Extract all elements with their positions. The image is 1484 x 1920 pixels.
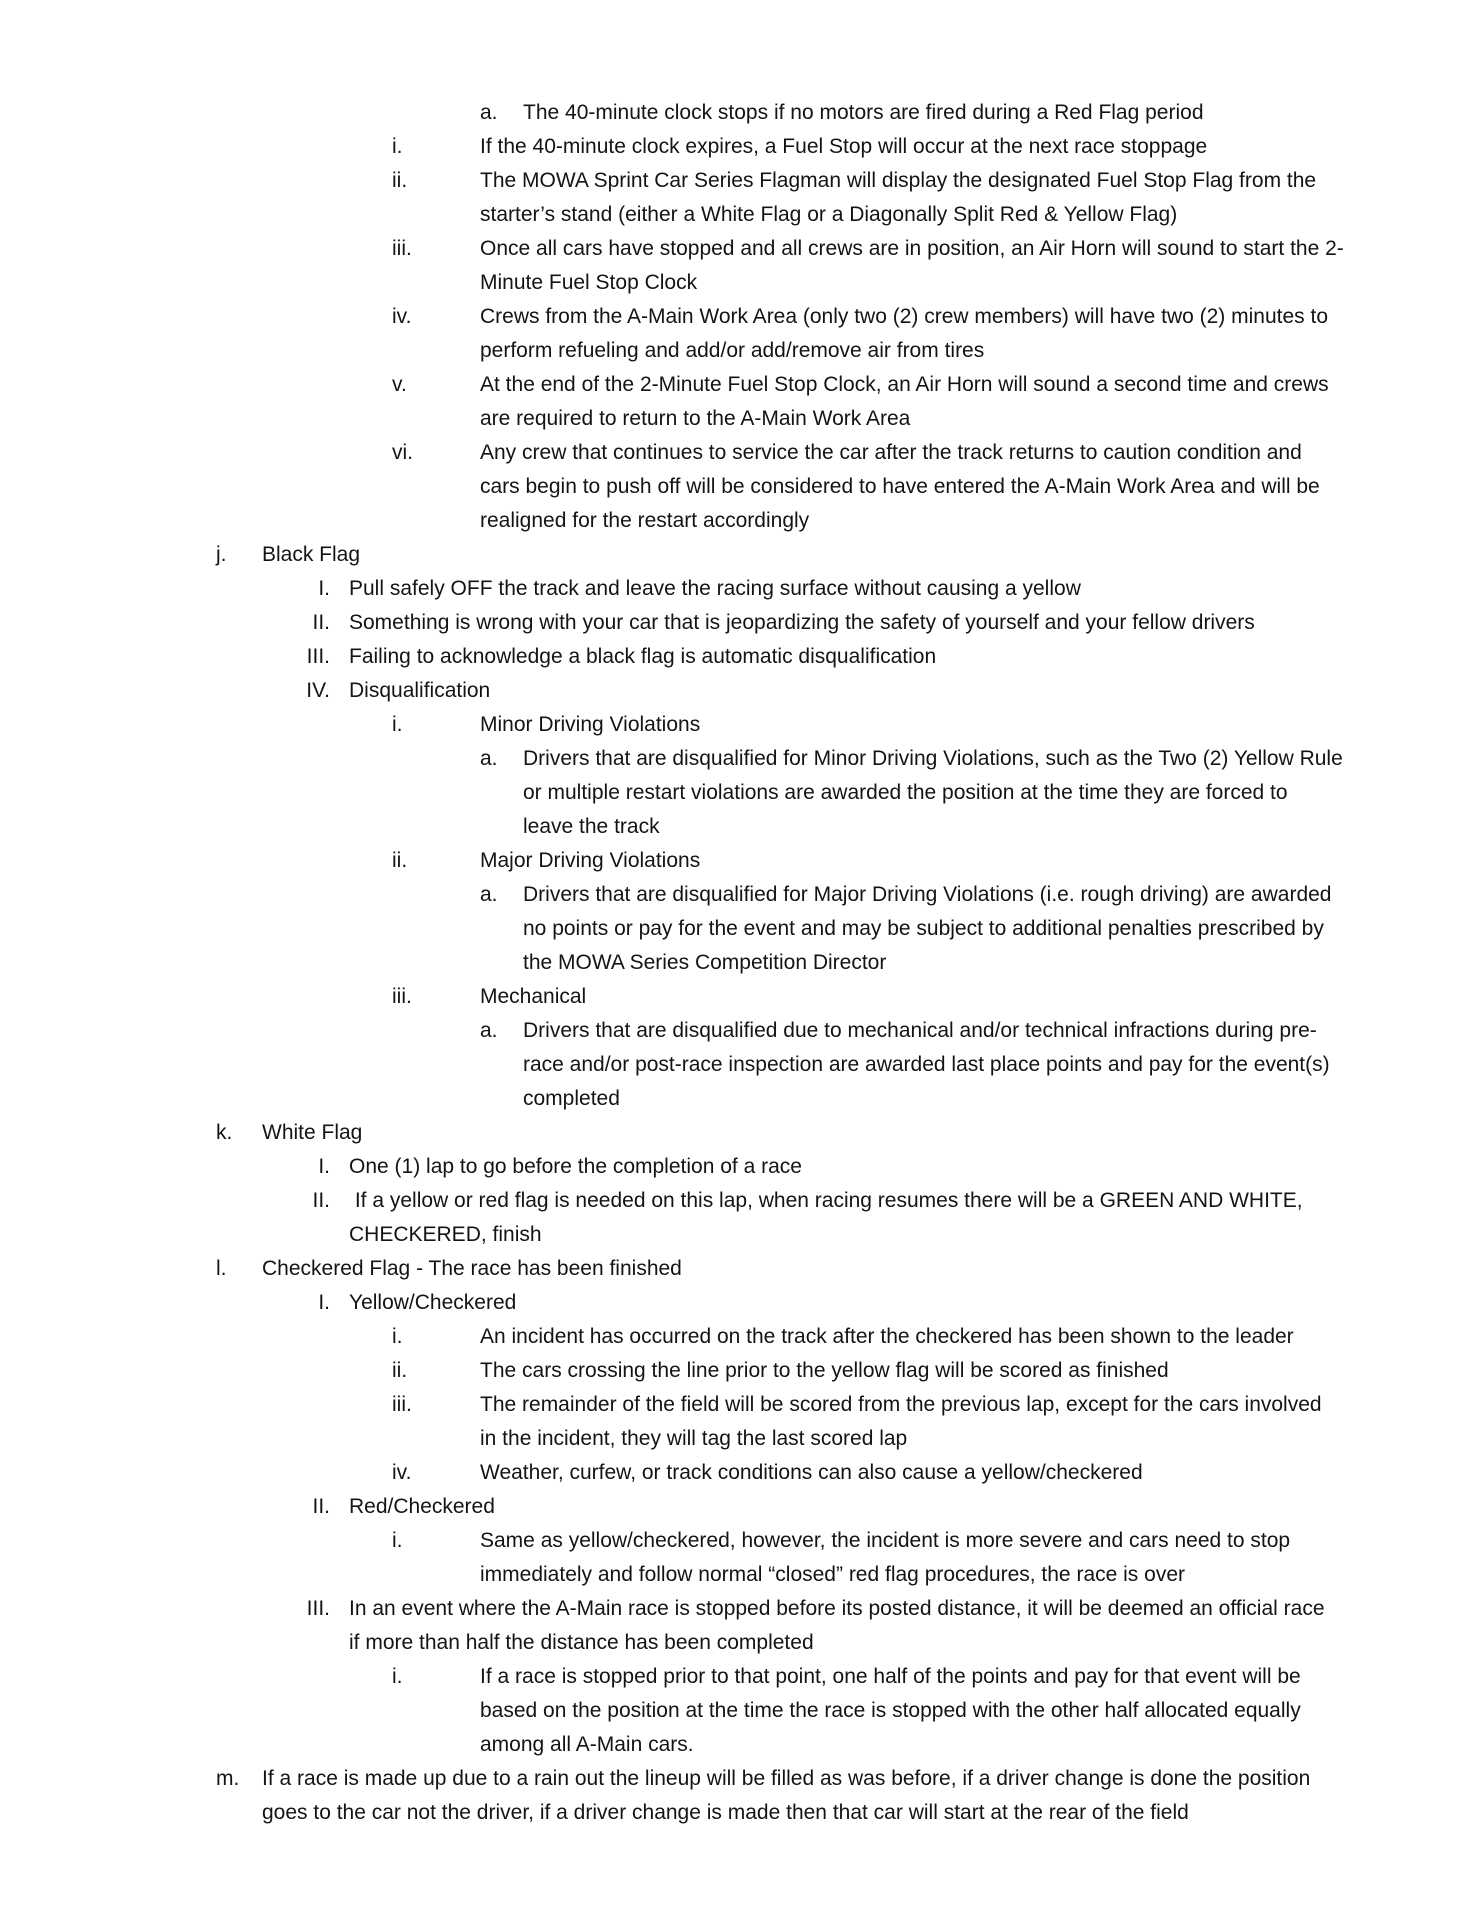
list-item-text: In an event where the A-Main race is stopped before its posted distance, it will be deemed an official race [349,1597,1325,1620]
list-marker: II. [312,1495,330,1518]
list-item [0,742,1484,776]
list-item [0,1252,1484,1286]
list-item-text: in the incident, they will tag the last scored lap [480,1427,908,1450]
list-marker: I. [318,1155,330,1178]
list-marker: i. [392,1529,403,1552]
list-item-text: realigned for the restart accordingly [480,509,810,532]
list-item [0,708,1484,742]
list-item [0,878,1484,912]
list-item-text: starter’s stand (either a White Flag or a Diagonally Split Red & Yellow Flag) [480,203,1178,226]
list-item-continuation [0,1558,1484,1592]
list-item-text: Once all cars have stopped and all crews are in position, an Air Horn will sound to start the 2- [480,237,1344,260]
list-item [0,1286,1484,1320]
list-item [0,232,1484,266]
list-marker: iii. [392,237,412,260]
list-item-text: the MOWA Series Competition Director [523,951,887,974]
list-item [0,130,1484,164]
list-item-continuation [0,1048,1484,1082]
list-item-text: At the end of the 2-Minute Fuel Stop Clock, an Air Horn will sound a second time and crews [480,373,1329,396]
list-marker: iii. [392,985,412,1008]
list-item-text: Minor Driving Violations [480,713,701,736]
list-marker: III. [306,645,330,668]
list-marker: iv. [392,305,412,328]
list-item-text: Major Driving Violations [480,849,701,872]
list-item-text: The 40-minute clock stops if no motors are fired during a Red Flag period [523,101,1204,124]
list-marker: IV. [306,679,330,702]
list-item-text: Yellow/Checkered [349,1291,517,1314]
list-marker: ii. [392,169,408,192]
list-item-text: leave the track [523,815,660,838]
list-item-text: immediately and follow normal “closed” red flag procedures, the race is over [480,1563,1185,1586]
list-item-text: or multiple restart violations are awarded the position at the time they are forced to [523,781,1288,804]
list-item-continuation [0,266,1484,300]
list-item-text: Drivers that are disqualified for Minor Driving Violations, such as the Two (2) Yellow Rule [523,747,1343,770]
list-item [0,1014,1484,1048]
list-item-text: Crews from the A-Main Work Area (only two (2) crew members) will have two (2) minutes to [480,305,1329,328]
list-item [0,1184,1484,1218]
list-marker: a. [480,101,498,124]
list-item-text: Red/Checkered [349,1495,495,1518]
list-item-text: The MOWA Sprint Car Series Flagman will display the designated Fuel Stop Flag from the [480,169,1317,192]
list-marker: i. [392,135,403,158]
list-item-text: perform refueling and add/or add/remove air from tires [480,339,985,362]
list-item [0,538,1484,572]
list-item-text: CHECKERED, finish [349,1223,542,1246]
list-item-continuation [0,504,1484,538]
list-marker: a. [480,883,498,906]
list-item [0,368,1484,402]
list-item [0,96,1484,130]
list-item-continuation [0,1796,1484,1830]
list-item-continuation [0,912,1484,946]
list-item [0,572,1484,606]
list-item [0,1456,1484,1490]
list-item-text: If a race is made up due to a rain out the lineup will be filled as was before, if a driver change is done the position [262,1767,1311,1790]
list-marker: iii. [392,1393,412,1416]
list-item [0,1116,1484,1150]
list-item-continuation [0,1218,1484,1252]
list-item [0,1320,1484,1354]
list-marker: II. [312,1189,330,1212]
list-item-text: no points or pay for the event and may be subject to additional penalties prescribed by [523,917,1324,940]
list-marker: III. [306,1597,330,1620]
list-item [0,980,1484,1014]
list-item-text: One (1) lap to go before the completion of a race [349,1155,802,1178]
list-item [0,1354,1484,1388]
list-item-text: Drivers that are disqualified due to mechanical and/or technical infractions during pre- [523,1019,1317,1042]
list-item [0,1660,1484,1694]
list-item [0,436,1484,470]
list-item-text: Disqualification [349,679,491,702]
list-marker: k. [216,1121,233,1144]
list-item-text: cars begin to push off will be considered to have entered the A-Main Work Area and will be [480,475,1320,498]
list-item-continuation [0,810,1484,844]
list-marker: l. [216,1257,227,1280]
list-item-text: Minute Fuel Stop Clock [480,271,698,294]
list-marker: m. [216,1767,240,1790]
list-item [0,606,1484,640]
list-item [0,1388,1484,1422]
list-item-text: Mechanical [480,985,587,1008]
list-marker: a. [480,747,498,770]
list-item-continuation [0,402,1484,436]
list-item-text: Checkered Flag - The race has been finished [262,1257,682,1280]
list-item-text: White Flag [262,1121,363,1144]
list-item-text: An incident has occurred on the track after the checkered has been shown to the leader [480,1325,1294,1348]
list-marker: I. [318,1291,330,1314]
list-item-text: Black Flag [262,543,361,566]
list-item-continuation [0,776,1484,810]
list-marker: a. [480,1019,498,1042]
list-item [0,1150,1484,1184]
list-item-text: If a yellow or red flag is needed on this lap, when racing resumes there will be a GREEN AND WHITE, [349,1189,1303,1212]
list-marker: ii. [392,1359,408,1382]
list-item-continuation [0,1082,1484,1116]
list-marker: i. [392,1665,403,1688]
list-item-text: Something is wrong with your car that is jeopardizing the safety of yourself and your fellow drivers [349,611,1255,634]
list-item-text: goes to the car not the driver, if a driver change is made then that car will start at the rear of the field [262,1801,1189,1824]
list-marker: II. [312,611,330,634]
list-item-continuation [0,1728,1484,1762]
list-item [0,1490,1484,1524]
list-item-text: If the 40-minute clock expires, a Fuel Stop will occur at the next race stoppage [480,135,1208,158]
list-marker: vi. [392,441,413,464]
list-marker: j. [216,543,227,566]
list-marker: I. [318,577,330,600]
list-item-continuation [0,1422,1484,1456]
list-item-continuation [0,1626,1484,1660]
list-item-continuation [0,470,1484,504]
list-item [0,1762,1484,1796]
list-item [0,640,1484,674]
list-item-text: are required to return to the A-Main Work Area [480,407,911,430]
list-item-text: Pull safely OFF the track and leave the racing surface without causing a yellow [349,577,1081,600]
list-item-text: If a race is stopped prior to that point, one half of the points and pay for that event will be [480,1665,1301,1688]
list-marker: ii. [392,849,408,872]
list-item-continuation [0,334,1484,368]
list-marker: i. [392,1325,403,1348]
list-marker: v. [392,373,407,396]
list-item-text: among all A-Main cars. [480,1733,694,1756]
list-marker: iv. [392,1461,412,1484]
list-item-text: The cars crossing the line prior to the yellow flag will be scored as finished [480,1359,1169,1382]
list-item-text: Weather, curfew, or track conditions can also cause a yellow/checkered [480,1461,1143,1484]
list-item-text: Failing to acknowledge a black flag is automatic disqualification [349,645,937,668]
list-item [0,1592,1484,1626]
list-item-text: Any crew that continues to service the car after the track returns to caution condition and [480,441,1302,464]
list-item-text: race and/or post-race inspection are awarded last place points and pay for the event(s) [523,1053,1330,1076]
list-item-continuation [0,1694,1484,1728]
list-item [0,674,1484,708]
list-item-text: based on the position at the time the race is stopped with the other half allocated equally [480,1699,1301,1722]
list-item-text: Same as yellow/checkered, however, the incident is more severe and cars need to stop [480,1529,1291,1552]
list-item [0,1524,1484,1558]
list-item [0,844,1484,878]
list-item-text: if more than half the distance has been completed [349,1631,814,1654]
list-item-continuation [0,198,1484,232]
list-item-text: The remainder of the field will be scored from the previous lap, except for the cars involved [480,1393,1322,1416]
list-item-continuation [0,946,1484,980]
list-item-text: Drivers that are disqualified for Major Driving Violations (i.e. rough driving) are awarded [523,883,1332,906]
list-marker: i. [392,713,403,736]
list-item [0,300,1484,334]
list-item [0,164,1484,198]
list-item-text: completed [523,1087,620,1110]
